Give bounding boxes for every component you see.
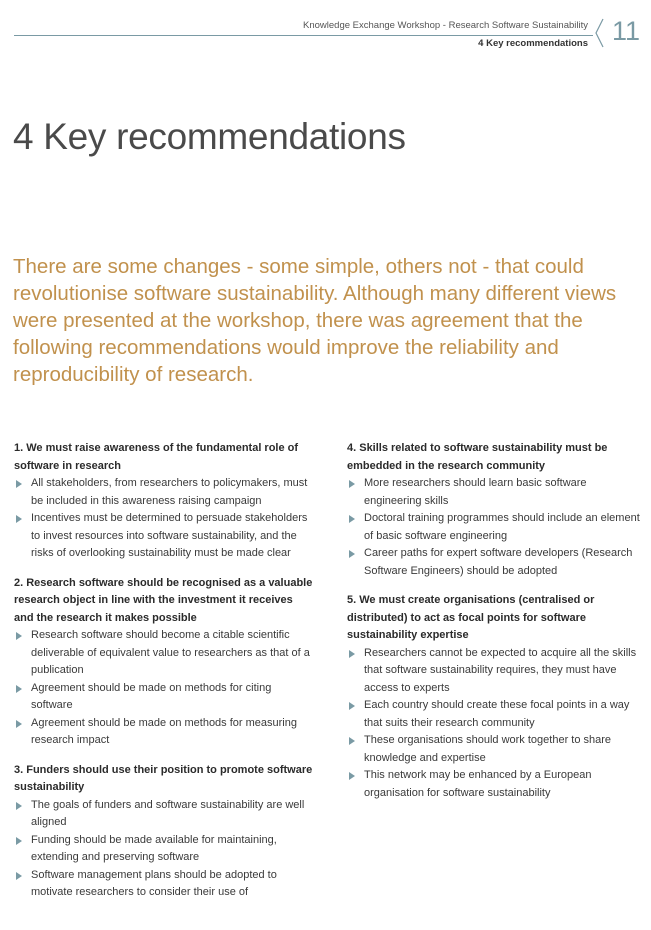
bullet-item: Career paths for expert software developers (Research Software Engineers) should be adopted	[347, 545, 642, 580]
bullet-item: Incentives must be determined to persuade stakeholders to invest resources into software sustainability, and the risks of overlooking sustainability must be made clear	[14, 510, 314, 563]
bullet-item: Agreement should be made on methods for measuring research impact	[14, 715, 314, 750]
recommendation-heading: 2. Research software should be recognised as a valuable research object in line with the investment it receives and the research it makes possible	[14, 576, 313, 624]
recommendation-heading: 5. We must create organisations (centralised or distributed) to act as focal points for software sustainability expertise	[347, 594, 595, 641]
recommendation-1	[14, 440, 314, 563]
header-doc-title: Knowledge Exchange Workshop - Research Software Sustainability	[303, 20, 588, 31]
recommendation-heading: 1. We must raise awareness of the fundamental role of software in research	[14, 442, 299, 472]
recommendation-3	[14, 762, 314, 902]
bullet-item: Doctoral training programmes should include an element of basic software engineering	[347, 510, 642, 545]
bullet-item: The goals of funders and software sustainability are well aligned	[14, 797, 314, 832]
bullet-item: Agreement should be made on methods for citing software	[14, 680, 314, 715]
recommendation-bullets	[14, 797, 314, 902]
recommendations-left-column	[14, 440, 314, 914]
recommendation-2	[14, 575, 314, 750]
recommendation-4	[347, 440, 642, 580]
bullet-item: This network may be enhanced by a European organisation for software sustainability	[347, 767, 642, 802]
bullet-item: Each country should create these focal points in a way that suits their research community	[347, 697, 642, 732]
header-section: 4 Key recommendations	[478, 38, 588, 49]
recommendation-bullets	[347, 645, 642, 803]
recommendation-heading: 4. Skills related to software sustainability must be embedded in the research community	[347, 442, 608, 472]
bullet-item: Research software should become a citable scientific deliverable of equivalent value to researchers as that of a publication	[14, 627, 314, 680]
bullet-item: Funding should be made available for maintaining, extending and preserving software	[14, 832, 314, 867]
bullet-item: Software management plans should be adopted to motivate researchers to consider their use of	[14, 867, 314, 902]
page-number: 11	[612, 16, 641, 46]
bullet-item: Researchers cannot be expected to acquire all the skills that software sustainability requires, they must have access to experts	[347, 645, 642, 698]
recommendation-bullets	[347, 475, 642, 580]
bullet-item: All stakeholders, from researchers to policymakers, must be included in this awareness raising campaign	[14, 475, 314, 510]
bullet-item: More researchers should learn basic software engineering skills	[347, 475, 642, 510]
header-bracket-mark	[593, 18, 607, 48]
intro-paragraph: There are some changes - some simple, others not - that could revolutionise software sustainability. Although many different views were presented at the workshop, there was agreement that the following recommendations would improve the reliability and reproducibility of research.	[13, 255, 617, 386]
recommendation-5	[347, 592, 642, 802]
recommendation-bullets	[14, 475, 314, 563]
bullet-item: These organisations should work together to share knowledge and expertise	[347, 732, 642, 767]
recommendation-bullets	[14, 627, 314, 750]
page-title: 4 Key recommendations	[13, 116, 406, 157]
recommendations-right-column	[347, 440, 642, 814]
recommendation-heading: 3. Funders should use their position to promote software sustainability	[14, 763, 313, 793]
header-rule	[14, 35, 593, 36]
